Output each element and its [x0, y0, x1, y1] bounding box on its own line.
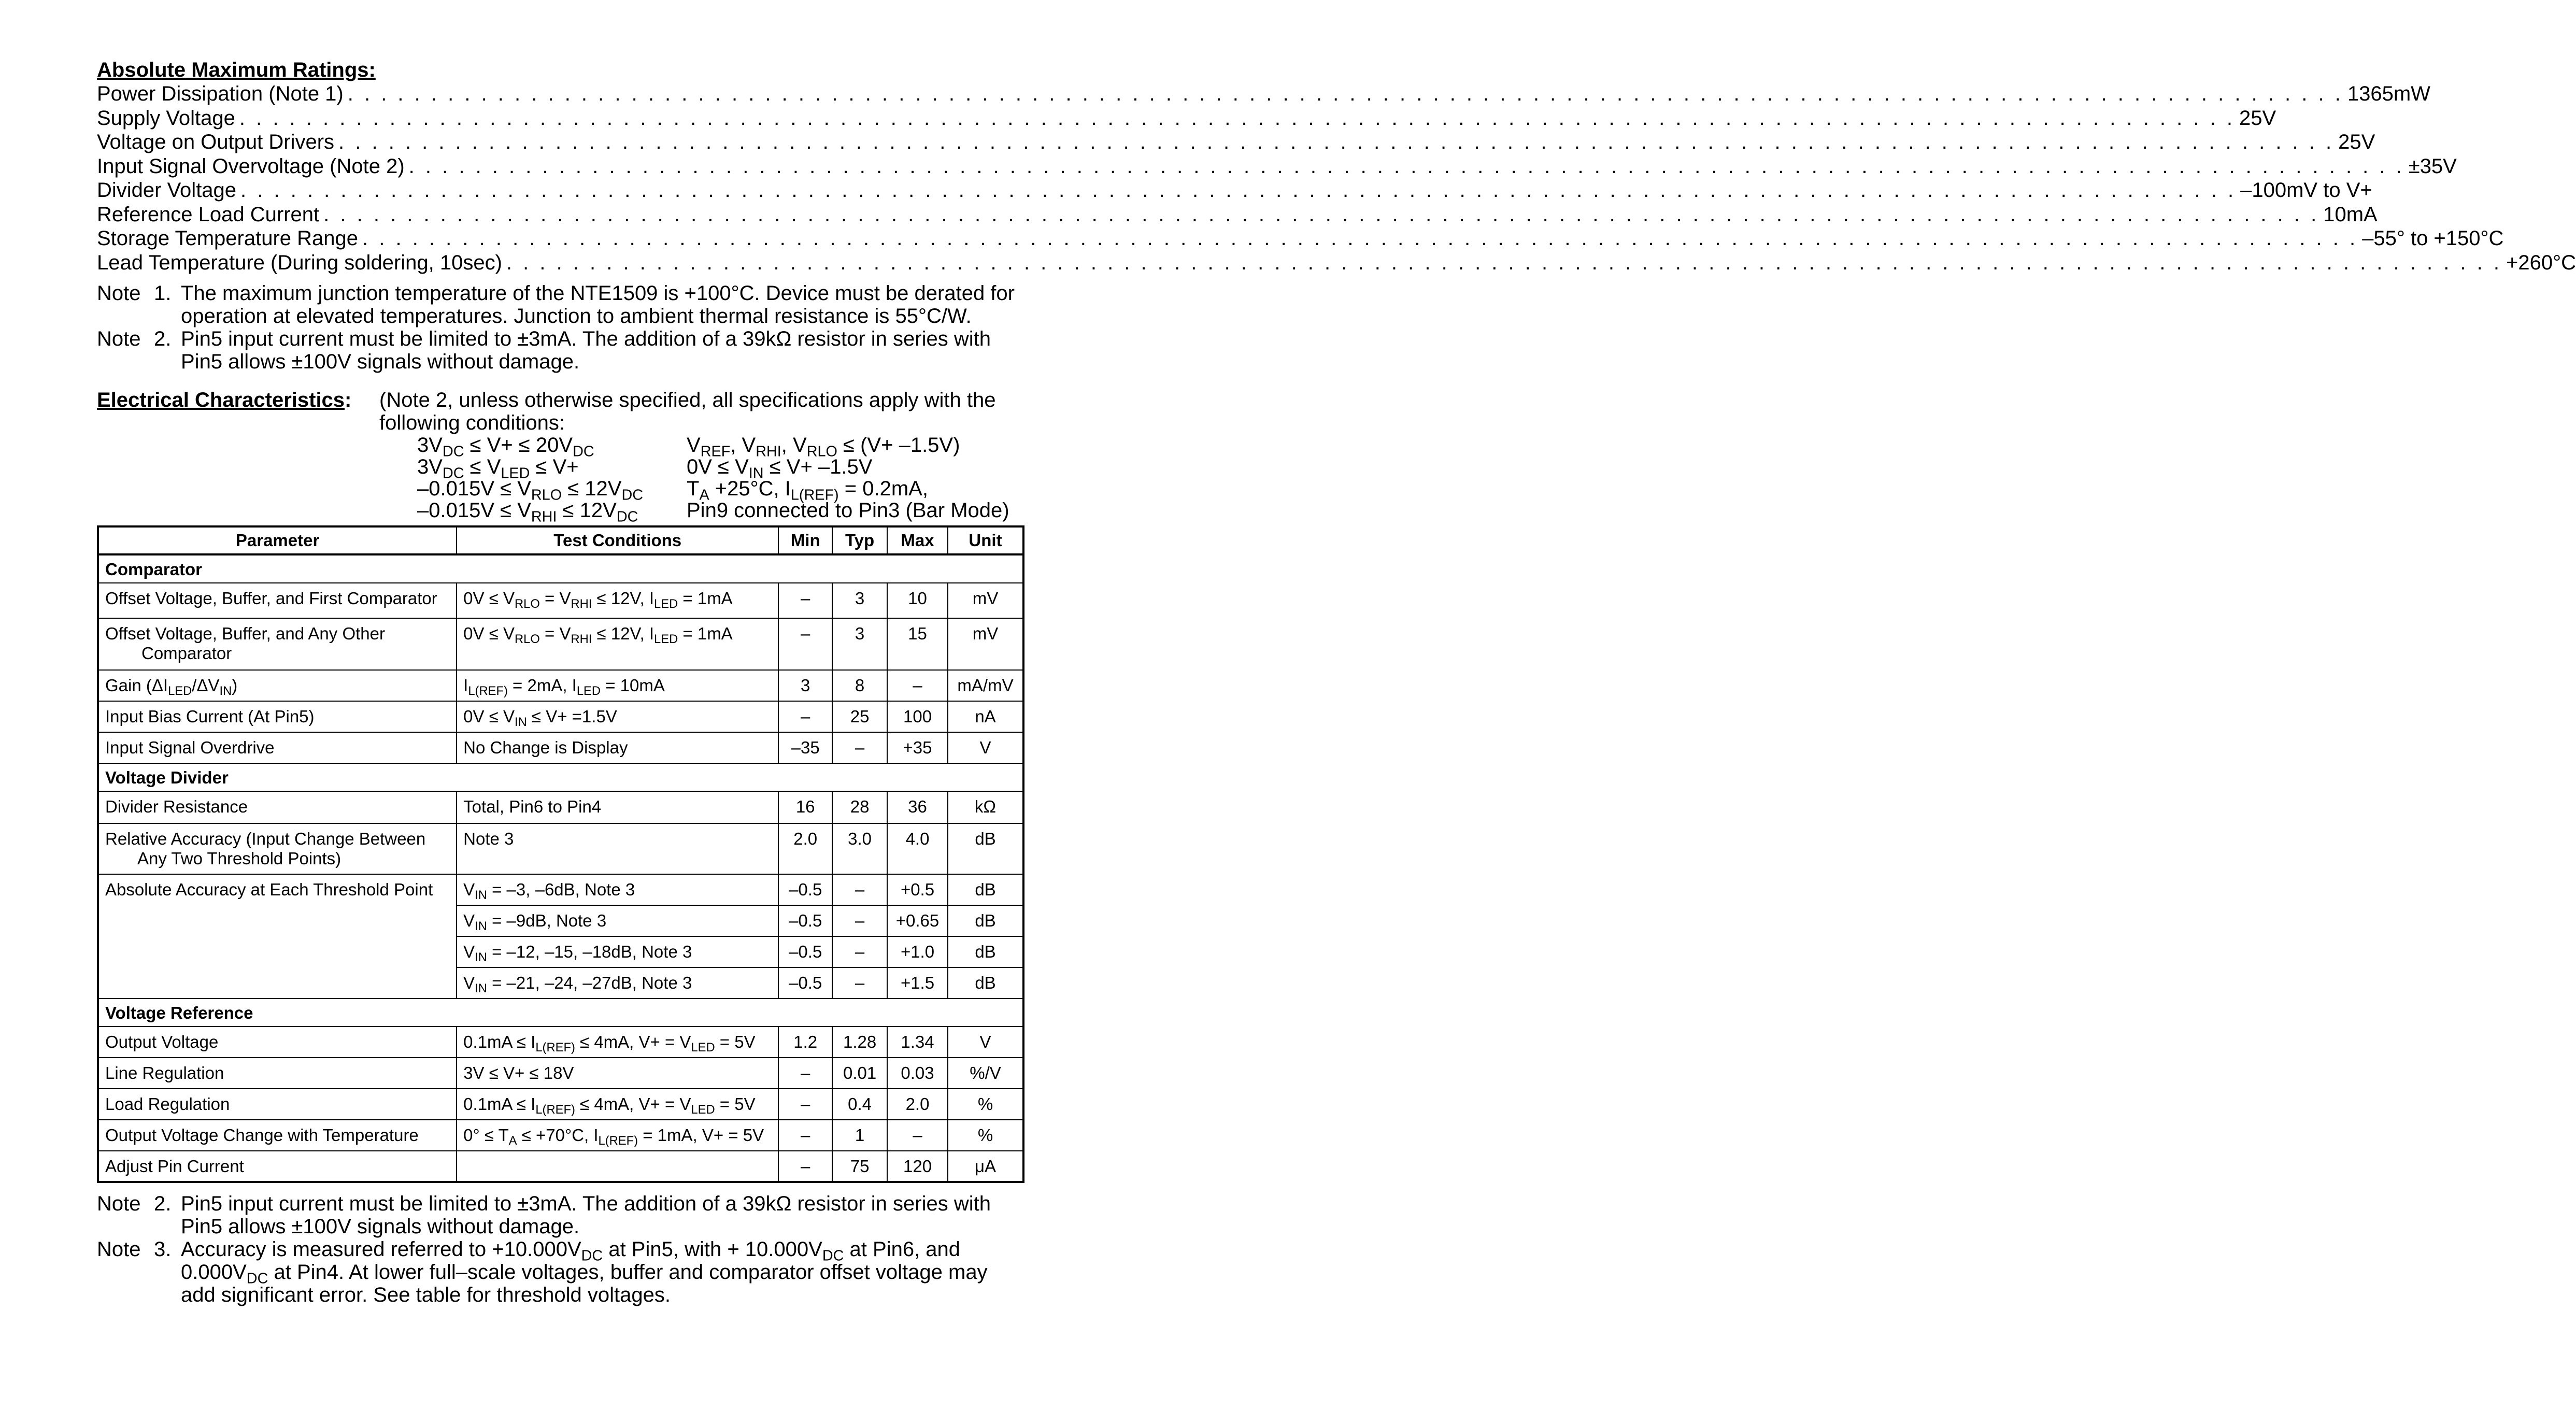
rating-label: Input Signal Overvoltage (Note 2): [97, 154, 405, 178]
note-number: 2.: [154, 327, 172, 350]
max-cell: 2.0: [887, 1089, 948, 1120]
unit-cell: nA: [948, 701, 1023, 732]
leader-dots: . . . . . . . . . . . . . . . . . . . . . . . . . . . . . . . . . . . . . . . . . . . . . . . . . . . . . . . . . . . . . . . . . . . . . . . . . . . . . . . . . . . . . . . . . . . . . . . . . . . . . . . . . . . . . . . . . . . . . . . .: [408, 154, 2404, 178]
section-row: [98, 763, 1023, 791]
typ-cell: 3: [832, 583, 887, 618]
table-row: [98, 670, 1023, 701]
note-key: Note: [97, 327, 141, 350]
max-cell: 15: [887, 618, 948, 670]
min-cell: –0.5: [778, 967, 832, 999]
note-number: 1.: [154, 282, 172, 305]
leader-dots: . . . . . . . . . . . . . . . . . . . . . . . . . . . . . . . . . . . . . . . . . . . . . . . . . . . . . . . . . . . . . . . . . . . . . . . . . . . . . . . . . . . . . . . . . . . . . . . . . . . . . . . . . . . . . . . . . . . . . . . .: [323, 203, 2319, 226]
min-cell: 1.2: [778, 1027, 832, 1058]
note-line: The maximum junction temperature of the NTE1509 is +100°C. Device must be derated for: [181, 282, 1015, 305]
unit-cell: %: [948, 1089, 1023, 1120]
cond-cell: $0.1mA \le I_{L(REF)} \le 4mA$, $V+ = V_{LED} = 5V$: [457, 1027, 778, 1058]
unit-cell: %/V: [948, 1058, 1023, 1089]
cond-cell: $V_{IN} = -12$, –15, –18dB, Note 3: [457, 936, 778, 967]
max-cell: +0.65: [887, 905, 948, 936]
cond-cell: 3V ≤ V+ ≤ 18V: [457, 1058, 778, 1089]
rating-row: [97, 130, 2375, 154]
typ-cell: 3.0: [832, 823, 887, 874]
rating-value: ±35V: [2408, 154, 2457, 178]
col-header: Max: [887, 526, 948, 554]
table-row: [98, 1058, 1023, 1089]
min-cell: –: [778, 618, 832, 670]
param-cell: Line Regulation: [98, 1058, 457, 1089]
note-text: [181, 327, 1024, 373]
rating-row: [97, 226, 2504, 251]
cond-cell: No Change is Display: [457, 732, 778, 763]
table-row: [98, 823, 1023, 874]
max-cell: +35: [887, 732, 948, 763]
unit-cell: kΩ: [948, 791, 1023, 823]
param-cell: Input Bias Current (At Pin5): [98, 701, 457, 732]
rating-value: –55° to +150°C: [2362, 227, 2504, 250]
rating-label: Storage Temperature Range: [97, 227, 359, 250]
param-cell: Adjust Pin Current: [98, 1151, 457, 1182]
note-number: 3.: [154, 1238, 172, 1261]
leader-dots: . . . . . . . . . . . . . . . . . . . . . . . . . . . . . . . . . . . . . . . . . . . . . . . . . . . . . . . . . . . . . . . . . . . . . . . . . . . . . . . . . . . . . . . . . . . . . . . . . . . . . . . . . . . . . . . . . . . . . . . .: [338, 131, 2335, 153]
col-header: Typ: [832, 526, 887, 554]
rating-row: [97, 203, 2378, 227]
unit-cell: dB: [948, 936, 1023, 967]
param-cell: Output Voltage: [98, 1027, 457, 1058]
min-cell: –: [778, 1120, 832, 1151]
cond-cell: $0.1mA \le I_{L(REF)} \le 4mA$, $V+ = V_{LED} = 5V$: [457, 1089, 778, 1120]
note-text: Accuracy is measured referred to $+10.000V_{DC}$ at Pin5, with + $10.000V_{DC}$ at Pin6, and $0.000V_{DC}$ at Pin4. At lower full–scale voltages, buffer and comparator offset voltage may add significant error. See table for threshold voltages.: [181, 1238, 988, 1306]
condition: $-0.015V \le V_{RHI} \le 12V_{DC}$: [417, 499, 638, 525]
typ-cell: 3: [832, 618, 887, 670]
table-row: [98, 1120, 1023, 1151]
unit-cell: μA: [948, 1151, 1023, 1182]
min-cell: –: [778, 583, 832, 618]
condition: $T_A +25^\circ C$, $I_{L(REF)} = 0.2mA$,: [687, 477, 928, 504]
note-line: Pin5 input current must be limited to ±3mA. The addition of a 39kΩ resistor in series with: [181, 327, 991, 350]
cond-cell: [457, 1151, 778, 1182]
rating-value: 10mA: [2323, 203, 2378, 226]
max-cell: 1.34: [887, 1027, 948, 1058]
condition: $3V_{DC} \le V+ \le 20V_{DC}$: [417, 434, 594, 460]
param-cell: Load Regulation: [98, 1089, 457, 1120]
param-cell: Relative Accuracy (Input Change Between Any Two Threshold Points): [98, 823, 457, 874]
ec-intro-line: (Note 2, unless otherwise specified, all specifications apply with the: [379, 389, 996, 411]
note-line: operation at elevated temperatures. Junction to ambient thermal resistance is 55°C/W.: [181, 305, 972, 327]
rating-label: Voltage on Output Drivers: [97, 131, 335, 153]
notes-bottom: [97, 1192, 1024, 1306]
table-row: [98, 701, 1023, 732]
typ-cell: 28: [832, 791, 887, 823]
table-row: [98, 732, 1023, 763]
col-header: Parameter: [98, 526, 457, 554]
cond-cell: Note 3: [457, 823, 778, 874]
table-row: [98, 1151, 1023, 1182]
ratings-title: Absolute Maximum Ratings:: [97, 59, 376, 81]
condition: $V_{REF}$, $V_{RHI}$, $V_{RLO} \le (V+ -1.5V)$: [687, 434, 960, 460]
min-cell: –0.5: [778, 874, 832, 905]
ec-header: [97, 389, 1024, 434]
condition: Pin9 connected to Pin3 (Bar Mode): [687, 499, 1009, 522]
cond-cell: $0^\circ \le T_A \le +70^\circ C$, $I_{L(REF)} = 1mA$, V+ = 5V: [457, 1120, 778, 1151]
param-cell: Gain $(\Delta I_{LED}/\Delta V_{IN})$: [98, 670, 457, 701]
table-row: [98, 583, 1023, 618]
ec-title-colon: :: [345, 389, 352, 411]
unit-cell: V: [948, 1027, 1023, 1058]
cond-cell: $0V \le V_{RLO} = V_{RHI} \le 12V$, $I_{LED} = 1mA$: [457, 618, 778, 670]
typ-cell: 1: [832, 1120, 887, 1151]
typ-cell: –: [832, 936, 887, 967]
unit-cell: V: [948, 732, 1023, 763]
min-cell: 16: [778, 791, 832, 823]
condition: $0V \le V_{IN} \le V+ -1.5V$: [687, 455, 873, 482]
condition: $3V_{DC} \le V_{LED} \le V+$: [417, 455, 579, 482]
min-cell: 3: [778, 670, 832, 701]
max-cell: 10: [887, 583, 948, 618]
section-title: Comparator: [98, 554, 1023, 583]
param-cell: Input Signal Overdrive: [98, 732, 457, 763]
rating-row: [97, 251, 2576, 275]
param-cell: Divider Resistance: [98, 791, 457, 823]
cond-cell: Total, Pin6 to Pin4: [457, 791, 778, 823]
unit-cell: mA/mV: [948, 670, 1023, 701]
typ-cell: 1.28: [832, 1027, 887, 1058]
max-cell: 120: [887, 1151, 948, 1182]
max-cell: –: [887, 670, 948, 701]
ratings-list: [97, 82, 2576, 275]
max-cell: 0.03: [887, 1058, 948, 1089]
ec-intro: [379, 389, 996, 434]
param-cell: Offset Voltage, Buffer, and First Comparator: [98, 583, 457, 618]
rating-label: Power Dissipation (Note 1): [97, 82, 344, 105]
max-cell: 100: [887, 701, 948, 732]
min-cell: –: [778, 1058, 832, 1089]
section-title: Voltage Reference: [98, 999, 1023, 1027]
ec-intro-line: following conditions:: [379, 411, 565, 434]
ec-conditions: [417, 434, 1024, 525]
typ-cell: –: [832, 874, 887, 905]
min-cell: –0.5: [778, 905, 832, 936]
unit-cell: mV: [948, 618, 1023, 670]
typ-cell: 75: [832, 1151, 887, 1182]
note-line: Pin5 allows ±100V signals without damage.: [181, 350, 580, 373]
note-3: [97, 1238, 1024, 1306]
rating-value: 1365mW: [2347, 82, 2430, 105]
typ-cell: 25: [832, 701, 887, 732]
table-header-row: [98, 526, 1023, 554]
note-number: 2.: [154, 1192, 172, 1215]
rating-value: +260°C: [2506, 251, 2576, 274]
rating-row: [97, 106, 2276, 131]
note-key: Note: [97, 1238, 141, 1261]
min-cell: –35: [778, 732, 832, 763]
min-cell: –: [778, 701, 832, 732]
max-cell: 4.0: [887, 823, 948, 874]
col-header: Min: [778, 526, 832, 554]
note-key: Note: [97, 1192, 141, 1215]
table-row: [98, 791, 1023, 823]
rating-row: [97, 178, 2372, 203]
leader-dots: . . . . . . . . . . . . . . . . . . . . . . . . . . . . . . . . . . . . . . . . . . . . . . . . . . . . . . . . . . . . . . . . . . . . . . . . . . . . . . . . . . . . . . . . . . . . . . . . . . . . . . . . . . . . . . . . . . . . . . . .: [240, 179, 2237, 202]
max-cell: +1.0: [887, 936, 948, 967]
ec-title-text: Electrical Characteristics: [97, 389, 345, 411]
cond-cell: $I_{L(REF)} = 2mA$, $I_{LED} = 10mA$: [457, 670, 778, 701]
leader-dots: . . . . . . . . . . . . . . . . . . . . . . . . . . . . . . . . . . . . . . . . . . . . . . . . . . . . . . . . . . . . . . . . . . . . . . . . . . . . . . . . . . . . . . . . . . . . . . . . . . . . . . . . . . . . . . . . . . . . . . . .: [239, 106, 2235, 130]
rating-label: Supply Voltage: [97, 106, 235, 130]
section-row: [98, 554, 1023, 583]
ec-title: [97, 389, 379, 434]
typ-cell: –: [832, 905, 887, 936]
typ-cell: –: [832, 967, 887, 999]
unit-cell: dB: [948, 967, 1023, 999]
unit-cell: dB: [948, 905, 1023, 936]
table-row: [98, 618, 1023, 670]
cond-cell: $0V \le V_{RLO} = V_{RHI} \le 12V$, $I_{LED} = 1mA$: [457, 583, 778, 618]
note-text: Pin5 input current must be limited to ±3mA. The addition of a 39kΩ resistor in series with Pin5 allows ±100V signals without damage.: [181, 1192, 991, 1238]
section-title: Voltage Divider: [98, 763, 1023, 791]
rating-value: 25V: [2338, 131, 2375, 153]
condition: $-0.015V \le V_{RLO} \le 12V_{DC}$: [417, 477, 644, 504]
typ-cell: –: [832, 732, 887, 763]
note-key: Note: [97, 282, 141, 305]
rating-label: Reference Load Current: [97, 203, 320, 226]
min-cell: –0.5: [778, 936, 832, 967]
unit-cell: %: [948, 1120, 1023, 1151]
max-cell: +1.5: [887, 967, 948, 999]
rating-value: –100mV to V+: [2240, 179, 2372, 202]
rating-row: [97, 82, 2430, 106]
min-cell: –: [778, 1151, 832, 1182]
unit-cell: dB: [948, 823, 1023, 874]
typ-cell: 0.4: [832, 1089, 887, 1120]
notes-top: [97, 282, 1024, 373]
note-1: [97, 282, 1024, 327]
rating-row: [97, 154, 2457, 179]
cond-cell: $V_{IN} = -3$, –6dB, Note 3: [457, 874, 778, 905]
max-cell: 36: [887, 791, 948, 823]
cond-cell: $V_{IN} = -21$, –24, –27dB, Note 3: [457, 967, 778, 999]
max-cell: +0.5: [887, 874, 948, 905]
unit-cell: mV: [948, 583, 1023, 618]
typ-cell: 8: [832, 670, 887, 701]
table-row: [98, 874, 1023, 905]
max-cell: –: [887, 1120, 948, 1151]
table-row: [98, 1089, 1023, 1120]
note-2-bottom: [97, 1192, 1024, 1238]
param-cell: Output Voltage Change with Temperature: [98, 1120, 457, 1151]
note-2: [97, 327, 1024, 373]
param-cell: Absolute Accuracy at Each Threshold Point: [98, 874, 457, 999]
ec-table: [97, 525, 1024, 1183]
unit-cell: dB: [948, 874, 1023, 905]
leader-dots: . . . . . . . . . . . . . . . . . . . . . . . . . . . . . . . . . . . . . . . . . . . . . . . . . . . . . . . . . . . . . . . . . . . . . . . . . . . . . . . . . . . . . . . . . . . . . . . . . . . . . . . . . . . . . . . . . . . . . . . .: [362, 227, 2358, 250]
leader-dots: . . . . . . . . . . . . . . . . . . . . . . . . . . . . . . . . . . . . . . . . . . . . . . . . . . . . . . . . . . . . . . . . . . . . . . . . . . . . . . . . . . . . . . . . . . . . . . . . . . . . . . . . . . . . . . . . . . . . . . . .: [347, 82, 2343, 105]
param-cell: Offset Voltage, Buffer, and Any Other Comparator: [98, 618, 457, 670]
rating-label: Lead Temperature (During soldering, 10sec): [97, 251, 502, 274]
cond-cell: $0V \le V_{IN} \le V+ =1.5V$: [457, 701, 778, 732]
rating-label: Divider Voltage: [97, 179, 237, 202]
col-header: Unit: [948, 526, 1023, 554]
min-cell: –: [778, 1089, 832, 1120]
section-row: [98, 999, 1023, 1027]
col-header: Test Conditions: [457, 526, 778, 554]
min-cell: 2.0: [778, 823, 832, 874]
typ-cell: 0.01: [832, 1058, 887, 1089]
datasheet-page: [97, 58, 2576, 1306]
cond-cell: $V_{IN} = -9dB$, Note 3: [457, 905, 778, 936]
rating-value: 25V: [2239, 106, 2276, 130]
table-row: [98, 1027, 1023, 1058]
leader-dots: . . . . . . . . . . . . . . . . . . . . . . . . . . . . . . . . . . . . . . . . . . . . . . . . . . . . . . . . . . . . . . . . . . . . . . . . . . . . . . . . . . . . . . . . . . . . . . . . . . . . . . . . . . . . . . . . . . . . . . . .: [506, 251, 2502, 274]
note-text: [181, 282, 1024, 327]
